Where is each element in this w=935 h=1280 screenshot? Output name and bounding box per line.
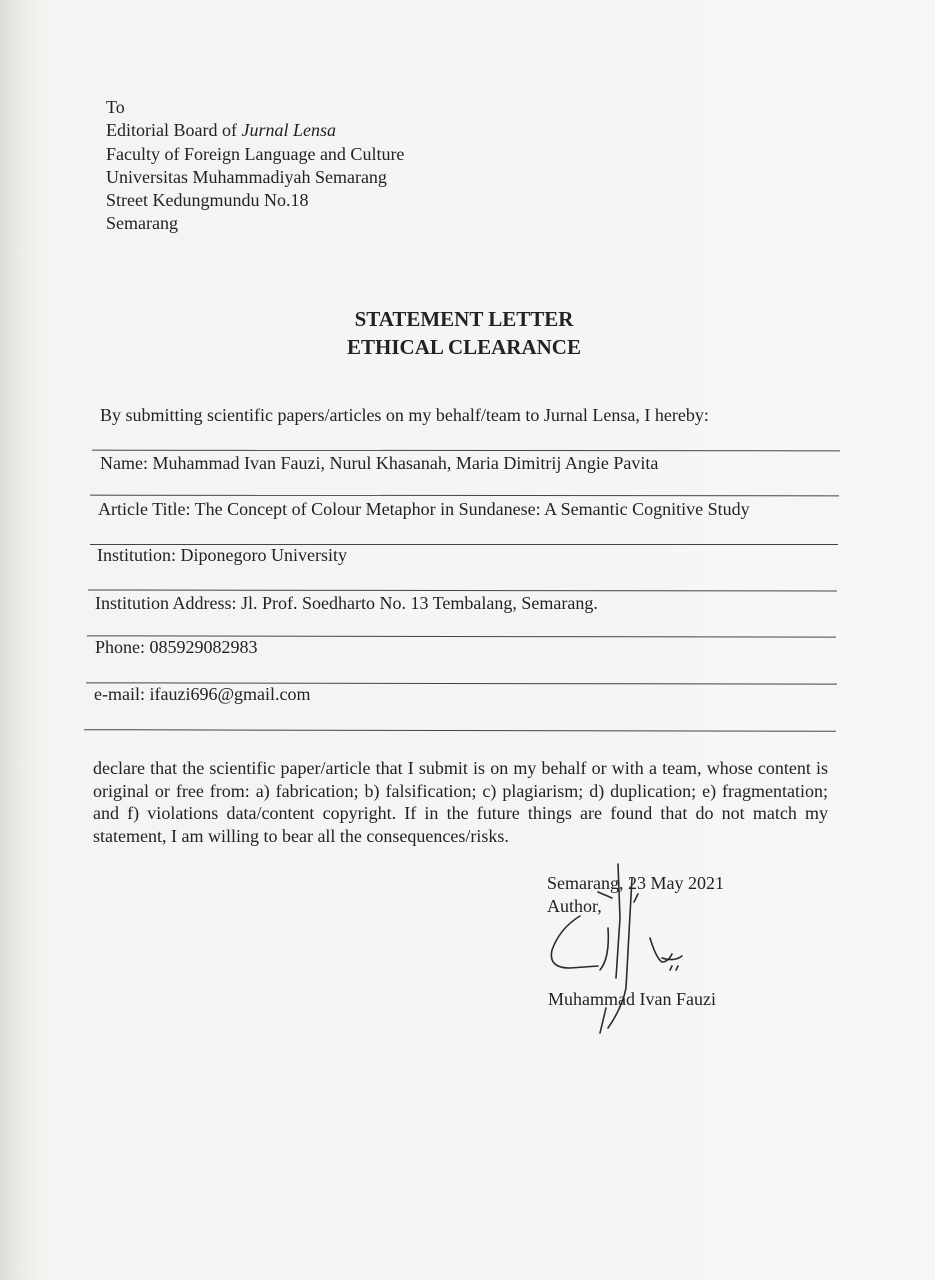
journal-name: Jurnal Lensa xyxy=(241,120,336,141)
field-institution-address: Institution Address: Jl. Prof. Soedharto No. 13 Tembalang, Semarang. xyxy=(95,593,598,613)
letter-subtitle: ETHICAL CLEARANCE xyxy=(347,335,581,359)
place-date: Semarang, 23 May 2021 xyxy=(547,873,724,893)
recipient-address xyxy=(106,96,404,236)
field-institution: Institution: Diponegoro University xyxy=(97,545,347,565)
recipient-line-university: Universitas Muhammadiyah Semarang xyxy=(106,166,387,187)
field-article-title: Article Title: The Concept of Colour Metaphor in Sundanese: A Semantic Cognitive Study xyxy=(98,499,750,519)
field-email: e-mail: ifauzi696@gmail.com xyxy=(94,684,311,704)
recipient-editorial-prefix: Editorial Board of xyxy=(106,120,242,141)
divider-line xyxy=(88,589,837,591)
letter-title: STATEMENT LETTER xyxy=(354,307,574,331)
author-label: Author, xyxy=(547,896,602,916)
signer-name: Muhammad Ivan Fauzi xyxy=(548,989,716,1009)
declaration-paragraph: declare that the scientific paper/article that I submit is on my behalf or with a team, whose content is original or free from: a) fabrication; b) falsification; c) plagiarism; d) duplication; e) fragmentation; and f) violations data/content copyright. If in the future things are found that do not match my statement, I am willing to bear all the consequences/risks. xyxy=(93,758,828,846)
handwritten-signature xyxy=(540,858,700,1038)
field-name: Name: Muhammad Ivan Fauzi, Nurul Khasanah, Maria Dimitrij Angie Pavita xyxy=(100,453,659,473)
divider-line xyxy=(90,495,839,497)
recipient-line-to: To xyxy=(106,97,125,117)
intro-statement: By submitting scientific papers/articles on my behalf/team to Jurnal Lensa, I hereby: xyxy=(100,405,709,425)
field-phone: Phone: 085929082983 xyxy=(95,637,258,657)
recipient-line-editorial xyxy=(106,119,404,142)
recipient-line-city: Semarang xyxy=(106,213,178,234)
divider-line xyxy=(92,450,840,452)
divider-line xyxy=(84,729,836,732)
recipient-line-faculty: Faculty of Foreign Language and Culture xyxy=(106,143,405,164)
recipient-line-street: Street Kedungmundu No.18 xyxy=(106,190,309,211)
